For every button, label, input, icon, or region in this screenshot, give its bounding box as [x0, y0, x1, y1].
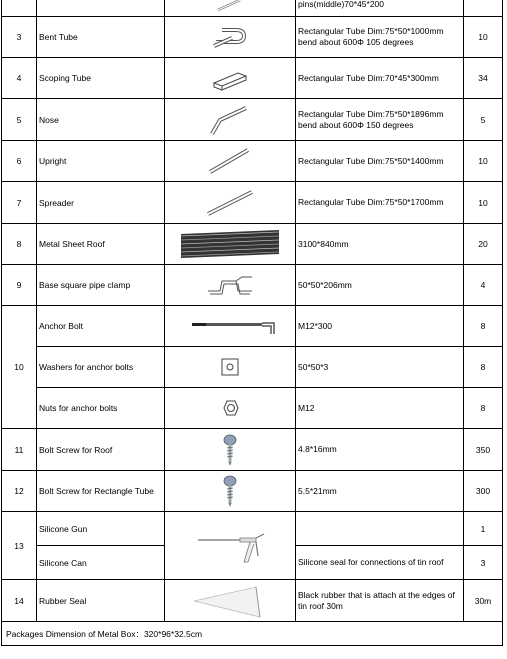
item-quantity: 300 — [464, 471, 503, 512]
hex-nut-icon — [165, 388, 296, 429]
table-row — [2, 388, 503, 429]
item-name: Base square pipe clamp — [37, 265, 165, 306]
package-dimension-note: Packages Dimension of Metal Box：320*96*32.5cm — [2, 622, 503, 646]
item-name — [37, 0, 165, 17]
tube-screw-icon — [165, 471, 296, 512]
item-quantity: 10 — [464, 182, 503, 224]
item-number: 10 — [2, 306, 37, 429]
item-spec: Rectangular Tube Dim:70*45*300mm — [296, 58, 464, 99]
item-number: 12 — [2, 471, 37, 512]
table-row — [2, 306, 503, 347]
item-quantity: 20 — [464, 224, 503, 265]
item-number: 13 — [2, 512, 37, 580]
anchor-bolt-icon — [165, 306, 296, 347]
table-row — [2, 471, 503, 512]
item-name: Nuts for anchor bolts — [37, 388, 165, 429]
table-row — [2, 622, 503, 646]
table-row — [2, 265, 503, 306]
scoping-tube-icon — [165, 58, 296, 99]
item-quantity: 30m — [464, 580, 503, 622]
item-spec: M12 — [296, 388, 464, 429]
item-quantity: 10 — [464, 17, 503, 58]
item-quantity: 8 — [464, 388, 503, 429]
item-name: Anchor Bolt — [37, 306, 165, 347]
item-quantity — [464, 0, 503, 17]
item-quantity: 4 — [464, 265, 503, 306]
bent-tube-icon — [165, 17, 296, 58]
item-number: 14 — [2, 580, 37, 622]
item-quantity: 8 — [464, 347, 503, 388]
item-spec: Silicone seal for connections of tin roof — [296, 546, 464, 580]
item-spec: Rectangular Tube Dim:75*50*1896mm bend about 600Φ 150 degrees — [296, 99, 464, 141]
item-quantity: 10 — [464, 141, 503, 182]
item-number: 7 — [2, 182, 37, 224]
item-spec: 3100*840mm — [296, 224, 464, 265]
table-row — [2, 99, 503, 141]
table-row — [2, 182, 503, 224]
table-row — [2, 58, 503, 99]
item-quantity: 1 — [464, 512, 503, 546]
metal-sheet-icon — [165, 224, 296, 265]
item-name: Bolt Screw for Rectangle Tube — [37, 471, 165, 512]
item-name: Washers for anchor bolts — [37, 347, 165, 388]
table-row — [2, 580, 503, 622]
table-row — [2, 224, 503, 265]
item-number: 11 — [2, 429, 37, 471]
item-quantity: 3 — [464, 546, 503, 580]
item-spec: pins(middle)70*45*200 — [296, 0, 464, 17]
item-name: Scoping Tube — [37, 58, 165, 99]
item-number: 3 — [2, 17, 37, 58]
item-quantity: 8 — [464, 306, 503, 347]
item-spec: 5.5*21mm — [296, 471, 464, 512]
item-spec: 4.8*16mm — [296, 429, 464, 471]
item-quantity: 5 — [464, 99, 503, 141]
table-row — [2, 512, 503, 546]
item-name: Bent Tube — [37, 17, 165, 58]
item-name: Metal Sheet Roof — [37, 224, 165, 265]
table-row — [2, 0, 503, 17]
pin-tube-icon — [165, 0, 296, 17]
item-spec: 50*50*3 — [296, 347, 464, 388]
packing-list-table — [1, 0, 503, 646]
roof-screw-icon — [165, 429, 296, 471]
item-name: Nose — [37, 99, 165, 141]
item-spec: Rectangular Tube Dim:75*50*1700mm — [296, 182, 464, 224]
item-spec: Rectangular Tube Dim:75*50*1400mm — [296, 141, 464, 182]
spreader-tube-icon — [165, 182, 296, 224]
table-row — [2, 347, 503, 388]
item-quantity: 34 — [464, 58, 503, 99]
item-number: 6 — [2, 141, 37, 182]
washer-icon — [165, 347, 296, 388]
table-row — [2, 141, 503, 182]
item-name: Bolt Screw for Roof — [37, 429, 165, 471]
item-spec: 50*50*206mm — [296, 265, 464, 306]
rubber-seal-icon — [165, 580, 296, 622]
upright-tube-icon — [165, 141, 296, 182]
item-name: Rubber Seal — [37, 580, 165, 622]
item-quantity: 350 — [464, 429, 503, 471]
item-spec — [296, 512, 464, 546]
table-row — [2, 429, 503, 471]
item-name: Spreader — [37, 182, 165, 224]
item-number: 9 — [2, 265, 37, 306]
item-number: 5 — [2, 99, 37, 141]
silicone-gun-icon — [165, 512, 296, 580]
item-name: Upright — [37, 141, 165, 182]
pipe-clamp-icon — [165, 265, 296, 306]
item-number: 4 — [2, 58, 37, 99]
item-name: Silicone Can — [37, 546, 165, 580]
item-number: 8 — [2, 224, 37, 265]
item-spec: Black rubber that is attach at the edges of tin roof 30m — [296, 580, 464, 622]
item-name: Silicone Gun — [37, 512, 165, 546]
nose-tube-icon — [165, 99, 296, 141]
table-row — [2, 17, 503, 58]
item-number — [2, 0, 37, 17]
item-spec: Rectangular Tube Dim:75*50*1000mm bend about 600Φ 105 degrees — [296, 17, 464, 58]
item-spec: M12*300 — [296, 306, 464, 347]
